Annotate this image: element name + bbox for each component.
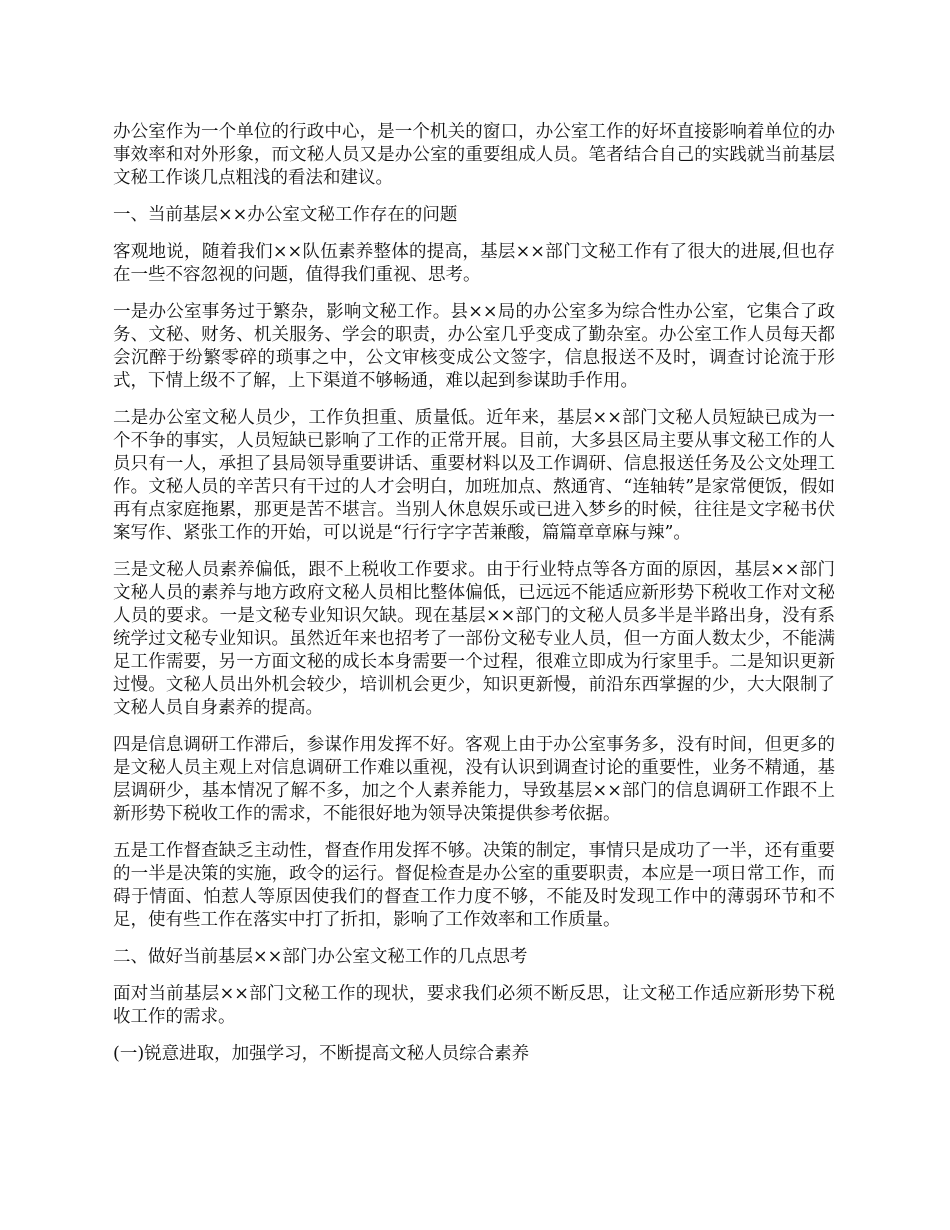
problem-1-paragraph: 一是办公室事务过于繁杂，影响文秘工作。县××局的办公室多为综合性办公室，它集合了政务、文秘、财务、机关服务、学会的职责，办公室几乎变成了勤杂室。办公室工作人员每天都会沉醉于纷繁零碎的琐事之中，公文审核变成公文签字，信息报送不及时，调查讨论流于形式，下情上级不了解，上下渠道不够畅通，难以起到参谋助手作用。 [113, 302, 835, 391]
section-heading-thoughts: 二、做好当前基层××部门办公室文秘工作的几点思考 [113, 947, 528, 967]
problem-2-paragraph: 二是办公室文秘人员少，工作负担重、质量低。近年来，基层××部门文秘人员短缺已成为一个不争的事实，人员短缺已影响了工作的正常开展。目前，大多县区局主要从事文秘工作的人员只有一人，承担了县局领导重要讲话、重要材料以及工作调研、信息报送任务及公文处理工作。文秘人员的辛苦只有干过的人才会明白，加班加点、熬通宵、“连轴转”是家常便饭，假如再有点家庭拖累，那更是苦不堪言。当别人休息娱乐或已进入梦乡的时候，往往是文字秘书伏案写作、紧张工作的开始，可以说是“行行字字苦兼酸，篇篇章章麻与辣”。 [113, 408, 835, 543]
document-body [113, 121, 835, 1080]
thoughts-intro-paragraph: 面对当前基层××部门文秘工作的现状，要求我们必须不断反思，让文秘工作适应新形势下税收工作的需求。 [113, 984, 835, 1027]
subsection-heading-1: (一)锐意进取，加强学习，不断提高文秘人员综合素养 [113, 1044, 530, 1064]
intro-paragraph: 办公室作为一个单位的行政中心，是一个机关的窗口，办公室工作的好坏直接影响着单位的办事效率和对外形象，而文秘人员又是办公室的重要组成人员。笔者结合自己的实践就当前基层文秘工作谈几点粗浅的看法和建议。 [113, 122, 835, 188]
problem-5-paragraph: 五是工作督查缺乏主动性，督查作用发挥不够。决策的制定，事情只是成功了一半，还有重要的一半是决策的实施，政令的运行。督促检查是办公室的重要职责，本应是一项日常工作，而碍于情面、怕惹人等原因使我们的督查工作力度不够，不能及时发现工作中的薄弱环节和不足，使有些工作在落实中打了折扣，影响了工作效率和工作质量。 [113, 841, 835, 930]
overview-paragraph: 客观地说，随着我们××队伍素养整体的提高，基层××部门文秘工作有了很大的进展,但也存在一些不容忽视的问题，值得我们重视、思考。 [113, 242, 835, 285]
problem-4-paragraph: 四是信息调研工作滞后，参谋作用发挥不好。客观上由于办公室事务多，没有时间，但更多的是文秘人员主观上对信息调研工作难以重视，没有认识到调查讨论的重要性，业务不精通，基层调研少，基本情况了解不多，加之个人素养能力，导致基层××部门的信息调研工作跟不上新形势下税收工作的需求，不能很好地为领导决策提供参考依据。 [113, 735, 835, 824]
section-heading-problems: 一、当前基层××办公室文秘工作存在的问题 [113, 205, 458, 225]
problem-3-paragraph: 三是文秘人员素养偏低，跟不上税收工作要求。由于行业特点等各方面的原因，基层××部门文秘人员的素养与地方政府文秘人员相比整体偏低，已远远不能适应新形势下税收工作对文秘人员的要求。一是文秘专业知识欠缺。现在基层××部门的文秘人员多半是半路出身，没有系统学过文秘专业知识。虽然近年来也招考了一部份文秘专业人员，但一方面人数太少，不能满足工作需要，另一方面文秘的成长本身需要一个过程，很难立即成为行家里手。二是知识更新过慢。文秘人员出外机会较少，培训机会更少，知识更新慢，前沿东西掌握的少，大大限制了文秘人员自身素养的提高。 [113, 560, 835, 718]
